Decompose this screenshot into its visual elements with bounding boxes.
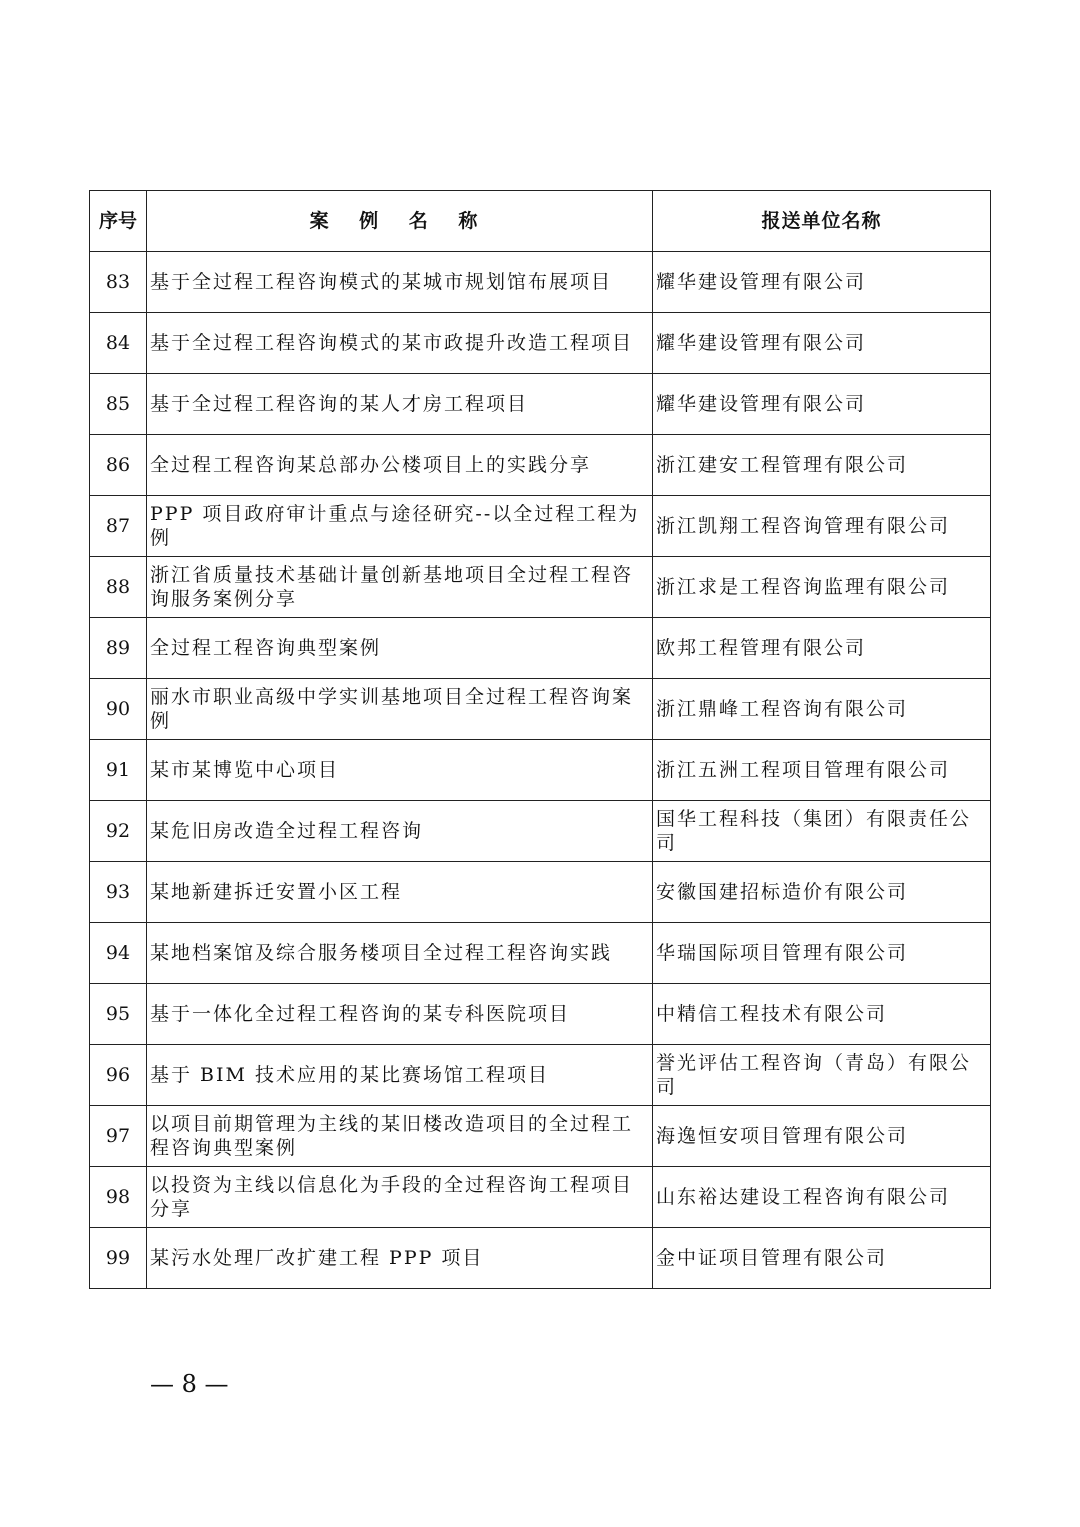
row-submitting-unit: 山东裕达建设工程咨询有限公司 [653, 1167, 991, 1228]
table-row [90, 679, 991, 740]
row-submitting-unit: 海逸恒安项目管理有限公司 [653, 1106, 991, 1167]
row-submitting-unit: 浙江五洲工程项目管理有限公司 [653, 740, 991, 801]
table-header [90, 191, 991, 252]
table-row [90, 496, 991, 557]
row-case-name: PPP 项目政府审计重点与途径研究--以全过程工程为例 [147, 496, 653, 557]
table-row [90, 557, 991, 618]
row-serial-number: 87 [90, 496, 147, 557]
row-submitting-unit: 耀华建设管理有限公司 [653, 252, 991, 313]
row-submitting-unit: 浙江建安工程管理有限公司 [653, 435, 991, 496]
row-serial-number: 98 [90, 1167, 147, 1228]
row-serial-number: 90 [90, 679, 147, 740]
row-submitting-unit: 浙江鼎峰工程咨询有限公司 [653, 679, 991, 740]
row-serial-number: 97 [90, 1106, 147, 1167]
row-case-name: 全过程工程咨询典型案例 [147, 618, 653, 679]
row-case-name: 全过程工程咨询某总部办公楼项目上的实践分享 [147, 435, 653, 496]
row-submitting-unit: 安徽国建招标造价有限公司 [653, 862, 991, 923]
row-serial-number: 91 [90, 740, 147, 801]
table-row [90, 740, 991, 801]
table-row [90, 313, 991, 374]
table-row [90, 1106, 991, 1167]
row-case-name: 某污水处理厂改扩建工程 PPP 项目 [147, 1228, 653, 1289]
table-row [90, 374, 991, 435]
case-list-table [89, 190, 991, 1289]
table-row [90, 252, 991, 313]
table-row [90, 1228, 991, 1289]
row-serial-number: 88 [90, 557, 147, 618]
row-case-name: 基于一体化全过程工程咨询的某专科医院项目 [147, 984, 653, 1045]
row-submitting-unit: 浙江求是工程咨询监理有限公司 [653, 557, 991, 618]
row-case-name: 以项目前期管理为主线的某旧楼改造项目的全过程工程咨询典型案例 [147, 1106, 653, 1167]
row-submitting-unit: 中精信工程技术有限公司 [653, 984, 991, 1045]
table-row [90, 862, 991, 923]
row-case-name: 某地档案馆及综合服务楼项目全过程工程咨询实践 [147, 923, 653, 984]
row-serial-number: 95 [90, 984, 147, 1045]
page-number: — 8 — [150, 1370, 229, 1398]
table-body [90, 252, 991, 1289]
row-case-name: 丽水市职业高级中学实训基地项目全过程工程咨询案例 [147, 679, 653, 740]
table-row [90, 984, 991, 1045]
row-case-name: 基于全过程工程咨询的某人才房工程项目 [147, 374, 653, 435]
row-submitting-unit: 浙江凯翔工程咨询管理有限公司 [653, 496, 991, 557]
row-submitting-unit: 金中证项目管理有限公司 [653, 1228, 991, 1289]
header-submitting-unit: 报送单位名称 [653, 191, 991, 252]
row-case-name: 某危旧房改造全过程工程咨询 [147, 801, 653, 862]
table-row [90, 435, 991, 496]
row-serial-number: 86 [90, 435, 147, 496]
row-serial-number: 96 [90, 1045, 147, 1106]
row-case-name: 浙江省质量技术基础计量创新基地项目全过程工程咨询服务案例分享 [147, 557, 653, 618]
row-case-name: 某市某博览中心项目 [147, 740, 653, 801]
row-serial-number: 85 [90, 374, 147, 435]
row-submitting-unit: 欧邦工程管理有限公司 [653, 618, 991, 679]
row-serial-number: 83 [90, 252, 147, 313]
row-case-name: 某地新建拆迁安置小区工程 [147, 862, 653, 923]
table-row [90, 923, 991, 984]
row-submitting-unit: 誉光评估工程咨询（青岛）有限公司 [653, 1045, 991, 1106]
row-serial-number: 84 [90, 313, 147, 374]
header-case-name: 案 例 名 称 [147, 191, 653, 252]
table-row [90, 1167, 991, 1228]
table-row [90, 618, 991, 679]
row-submitting-unit: 耀华建设管理有限公司 [653, 374, 991, 435]
row-case-name: 基于全过程工程咨询模式的某市政提升改造工程项目 [147, 313, 653, 374]
row-submitting-unit: 耀华建设管理有限公司 [653, 313, 991, 374]
row-submitting-unit: 华瑞国际项目管理有限公司 [653, 923, 991, 984]
table-row [90, 1045, 991, 1106]
row-serial-number: 94 [90, 923, 147, 984]
row-case-name: 以投资为主线以信息化为手段的全过程咨询工程项目分享 [147, 1167, 653, 1228]
row-case-name: 基于全过程工程咨询模式的某城市规划馆布展项目 [147, 252, 653, 313]
row-submitting-unit: 国华工程科技（集团）有限责任公司 [653, 801, 991, 862]
header-serial-number: 序号 [90, 191, 147, 252]
row-serial-number: 89 [90, 618, 147, 679]
row-serial-number: 99 [90, 1228, 147, 1289]
row-case-name: 基于 BIM 技术应用的某比赛场馆工程项目 [147, 1045, 653, 1106]
row-serial-number: 92 [90, 801, 147, 862]
table-header-row [90, 191, 991, 252]
table-row [90, 801, 991, 862]
row-serial-number: 93 [90, 862, 147, 923]
